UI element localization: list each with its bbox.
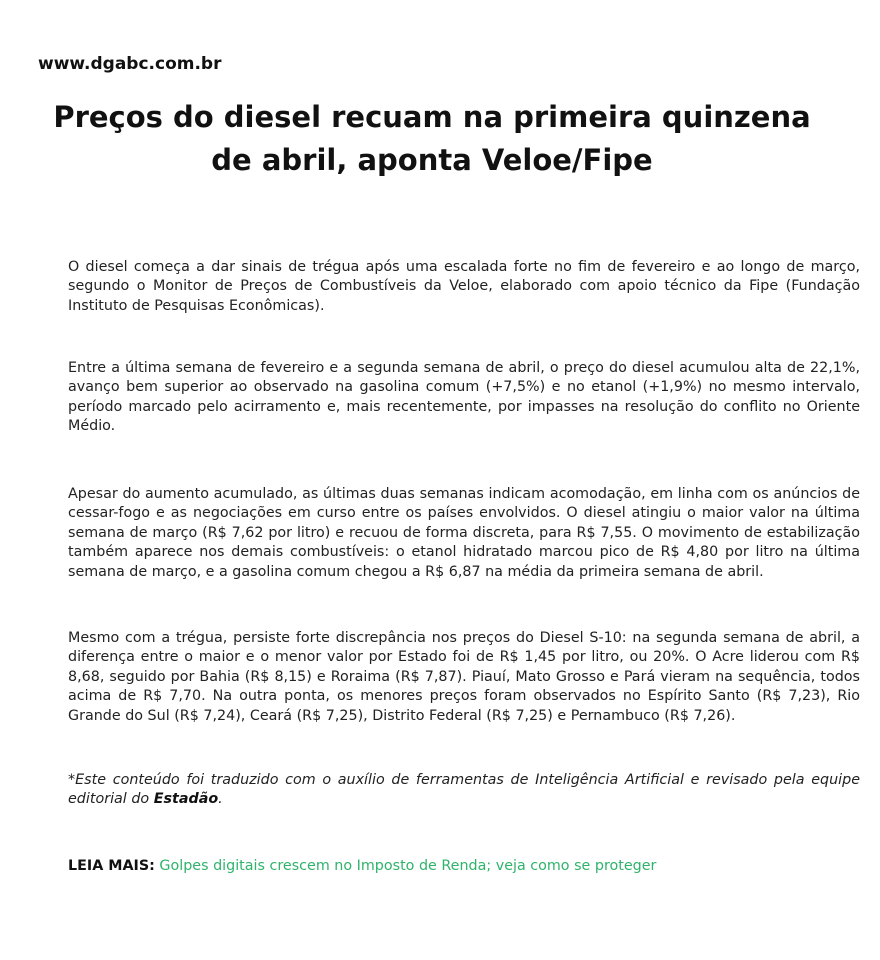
read-more-label: LEIA MAIS: [68,858,155,874]
ai-translation-note [68,771,860,810]
note-brand: Estadão [153,791,219,808]
article-paragraph-2: Entre a última semana de fevereiro e a segunda semana de abril, o preço do diesel acumulou alta de 22,1%, avanço bem superior ao observado na gasolina comum (+7,5%) e no etanol (+1,9%) no mesmo intervalo, período marcado pelo acirramento e, mais recentemente, por impasses na resolução do conflito no Oriente Médio. [68,360,860,435]
note-text: *Este conteúdo foi traduzido com o auxílio de ferramentas de Inteligência Artificial e revisado pela equipe editorial do [68,772,860,808]
article-paragraph-4: Mesmo com a trégua, persiste forte discrepância nos preços do Diesel S-10: na segunda semana de abril, a diferença entre o maior e o menor valor por Estado foi de R$ 1,45 por litro, ou 20%. O Acre liderou com R$ 8,68, seguido por Bahia (R$ 8,15) e Roraima (R$ 7,87). Piauí, Mato Grosso e Pará vieram na sequência, todos acima de R$ 7,70. Na outra ponta, os menores preços foram observados no Espírito Santo (R$ 7,23), Rio Grande do Sul (R$ 7,24), Ceará (R$ 7,25), Distrito Federal (R$ 7,25) e Pernambuco (R$ 7,26). [68,630,860,724]
article-title: Preços do diesel recuam na primeira quinzena de abril, aponta Veloe/Fipe [53,100,811,177]
read-more-link[interactable]: Golpes digitais crescem no Imposto de Renda; veja como se proteger [159,858,657,874]
article-paragraph-1: O diesel começa a dar sinais de trégua após uma escalada forte no fim de fevereiro e ao longo de março, segundo o Monitor de Preços de Combustíveis da Veloe, elaborado com apoio técnico da Fipe (Fundação Instituto de Pesquisas Econômicas). [68,259,860,314]
article-paragraph-3: Apesar do aumento acumulado, as últimas duas semanas indicam acomodação, em linha com os anúncios de cessar-fogo e as negociações em curso entre os países envolvidos. O diesel atingiu o maior valor na última semana de março (R$ 7,62 por litro) e recuou de forma discreta, para R$ 7,55. O movimento de estabilização também aparece nos demais combustíveis: o etanol hidratado marcou pico de R$ 4,80 por litro na última semana de março, e a gasolina comum chegou a R$ 6,87 na média da primeira semana de abril. [68,486,860,580]
note-end: . [218,791,223,808]
site-domain-link[interactable]: www.dgabc.com.br [38,54,222,74]
read-more [68,857,656,876]
